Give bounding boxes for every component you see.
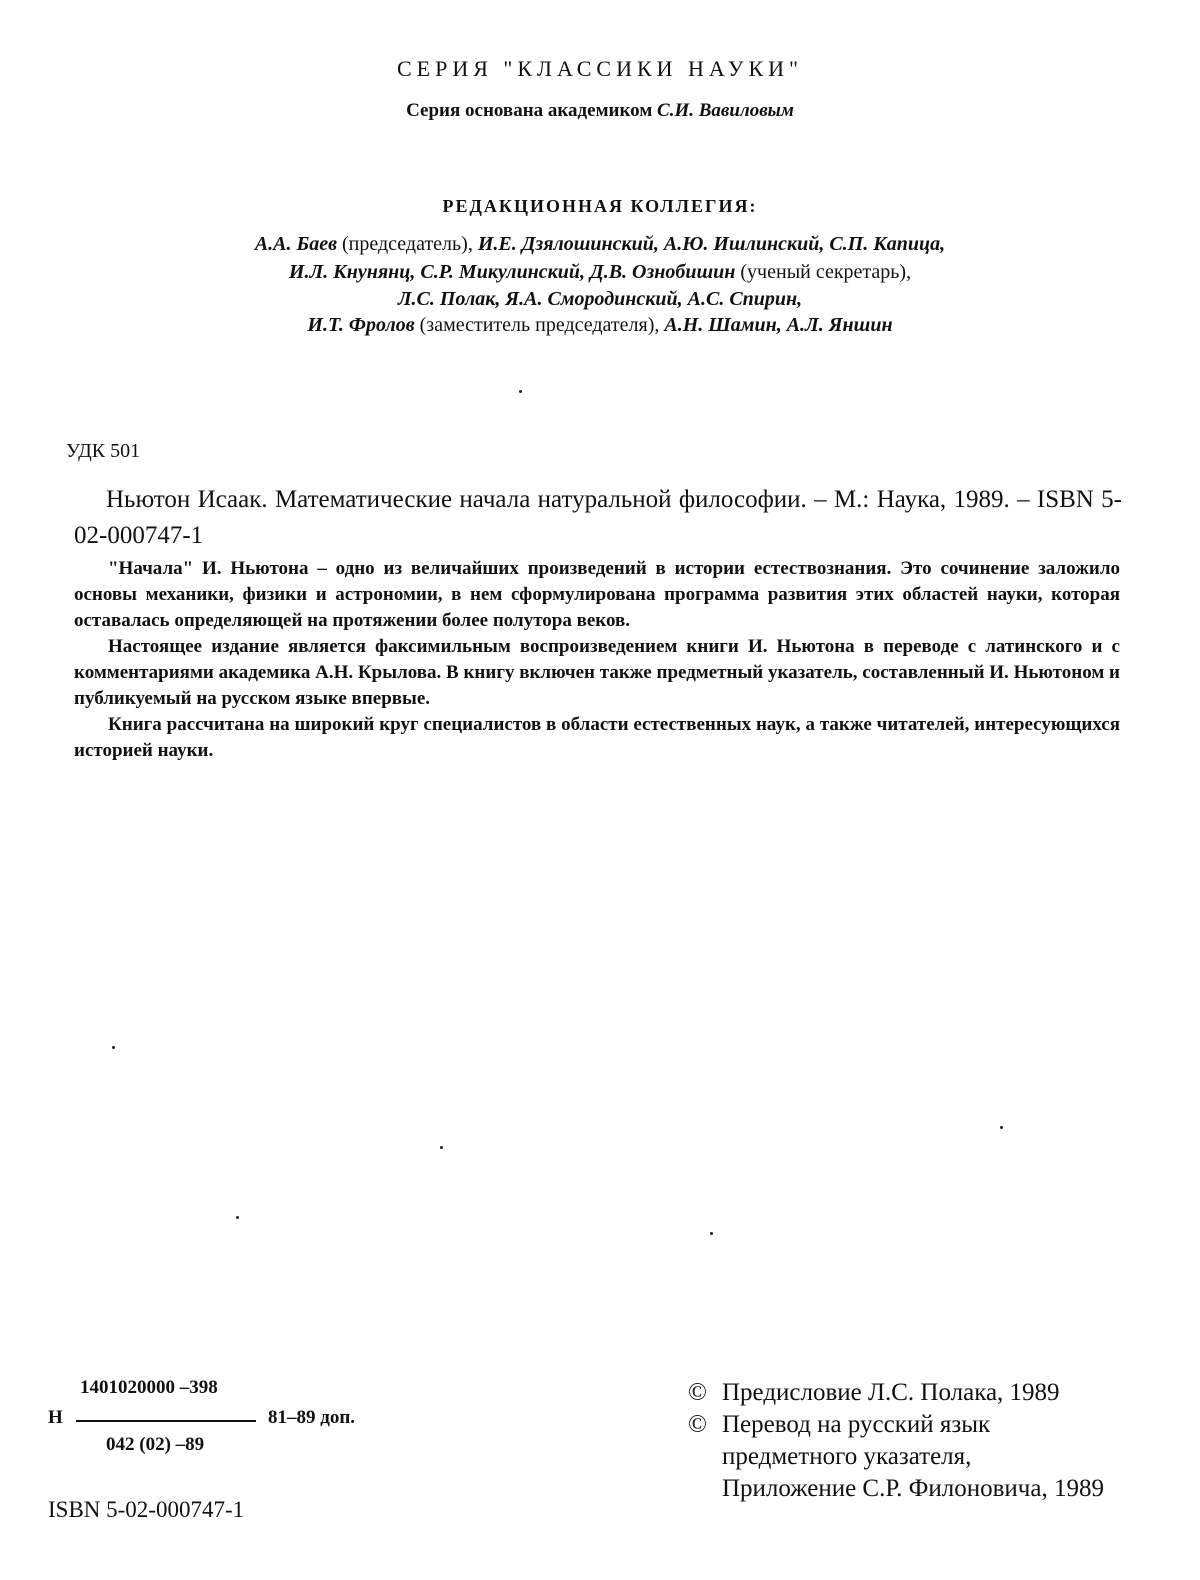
index-code-letter: Н (48, 1407, 63, 1428)
board-chair: А.А. Баев (254, 233, 338, 255)
index-code-fraction-bar (76, 1420, 256, 1422)
scan-speck (112, 1046, 115, 1049)
series-title: СЕРИЯ "КЛАССИКИ НАУКИ" (396, 56, 804, 81)
board-members-1: И.Е. Дзялошинский, А.Ю. Ишлинский, С.П. Капица, (477, 233, 946, 255)
editorial-board-heading: РЕДАКЦИОННАЯ КОЛЛЕГИЯ: (442, 196, 758, 216)
copyright-text-3: предметного указателя, (722, 1443, 972, 1470)
abstract (74, 556, 1120, 764)
board-deputy: И.Т. Фролов (307, 314, 415, 336)
index-code-suffix: 81–89 доп. (268, 1407, 356, 1428)
copyright-line-4 (688, 1473, 1188, 1505)
board-members-2: И.Л. Кнунянц, С.Р. Микулинский, Д.В. Ознобишин (288, 261, 736, 283)
scan-speck (236, 1216, 239, 1219)
series-founder-name: С.И. Вавиловым (657, 100, 794, 121)
board-chair-role: (председатель), (337, 233, 478, 255)
copyright-text-2: Перевод на русский язык (722, 1411, 991, 1438)
copyright-icon: © (688, 1411, 707, 1438)
bibliographic-citation: Ньютон Исаак. Математические начала натуральной философии. – М.: Наука, 1989. – ISBN 5-02-000747-1 (74, 486, 1122, 549)
board-secretary-role: (ученый секретарь), (735, 261, 912, 283)
scan-speck (710, 1232, 713, 1235)
udk-code: УДК 501 (66, 440, 141, 462)
scan-speck (440, 1146, 443, 1149)
scan-speck (519, 390, 522, 393)
board-line-3 (0, 285, 1200, 313)
copyright-line-2 (688, 1409, 1188, 1441)
isbn: ISBN 5-02-000747-1 (48, 1497, 245, 1522)
index-code-denominator: 042 (02) –89 (106, 1434, 205, 1455)
copyright-icon: © (688, 1379, 707, 1406)
board-deputy-role: (заместитель председателя), (414, 314, 665, 336)
copyright-line-3 (688, 1441, 1188, 1473)
board-line-2 (0, 258, 1200, 286)
board-members-3: Л.С. Полак, Я.А. Смородинский, А.С. Спирин, (397, 288, 803, 310)
index-code-numerator: 1401020000 –398 (80, 1377, 218, 1398)
copyright-text-1: Предисловие Л.С. Полака, 1989 (722, 1379, 1060, 1406)
board-line-1 (0, 230, 1200, 258)
abstract-paragraph: Книга рассчитана на широкий круг специалистов в области естественных наук, а также читателей, интересующихся историей науки. (74, 714, 1120, 761)
board-members-4: А.Н. Шамин, А.Л. Яншин (664, 314, 893, 336)
series-founded-line (0, 100, 1200, 122)
abstract-paragraph: Настоящее издание является факсимильным воспроизведением книги И. Ньютона в переводе с латинского и с комментариями академика А.Н. Крылова. В книгу включен также предметный указатель, составленный И. Ньютоном и публикуемый на русском языке впервые. (74, 636, 1120, 709)
board-line-4 (0, 311, 1200, 339)
abstract-paragraph: "Начала" И. Ньютона – одно из величайших произведений в истории естествознания. Это сочинение заложило основы механики, физики и астрономии, в нем сформулирована программа развития этих областей науки, которая оставалась определяющей на протяжении более полутора веков. (74, 558, 1120, 631)
copyright-text-4: Приложение С.Р. Филоновича, 1989 (722, 1475, 1104, 1502)
series-founded-prefix: Серия основана академиком (406, 100, 658, 121)
copyright-line-1 (688, 1377, 1188, 1409)
scan-speck (1000, 1126, 1003, 1129)
